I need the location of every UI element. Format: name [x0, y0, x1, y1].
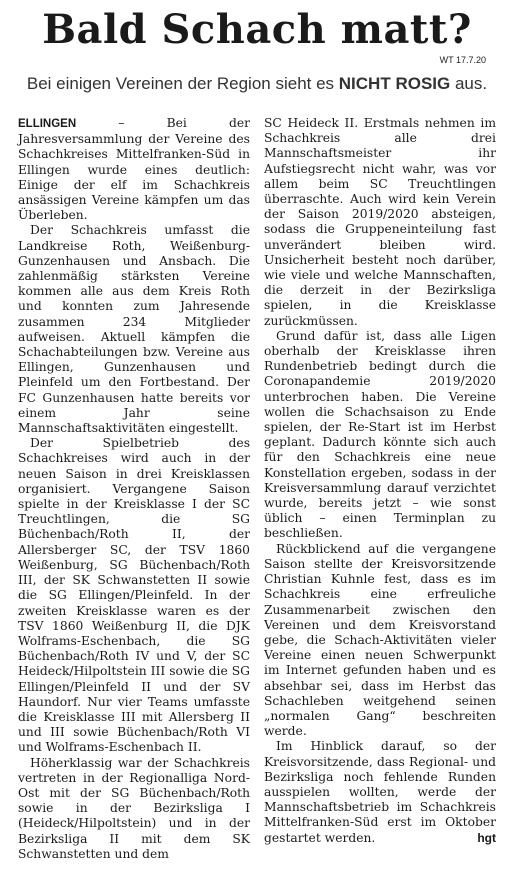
author-initials: hgt	[477, 830, 496, 845]
paragraph-5: SC Heideck II. Erstmals nehmen im Schachkreis alle drei Mannschaftsmeister ihr Aufstiegsrecht nicht wahr, was vor allem beim SC Treuchtlingen überraschte. Auch wird kein Verein der Saison 2019/2020 absteigen, sodass die Gruppeneinteilung fast unverändert bleiben wird. Unsicherheit besteht noch darüber, wie viele und welche Mannschaften, die derzeit in der Bezirksliga spielen, in die Kreisklasse zurückmüssen.	[264, 116, 496, 328]
paragraph-1	[18, 116, 250, 223]
source-date: WT 17.7.20	[439, 55, 486, 65]
paragraph-6: Grund dafür ist, dass alle Ligen oberhalb der Kreisklasse ihren Rundenbetrieb bedingt durch die Coronapandemie 2019/2020 unterbrochen haben. Die Vereine wollen die Schachsaison zu Ende spielen, der Re-Start ist im Herbst geplant. Dadurch könnte sich auch für den Schachkreis eine neue Konstellation ergeben, sodass in der Kreisversammlung darauf verzichtet wurde, bereits jetzt – wie sonst üblich – einen Terminplan zu beschließen.	[264, 328, 496, 541]
paragraph-1-text: – Bei der Jahresversammlung der Vereine des Schachkreises Mittelfranken-Süd in Ellingen wurde eines deutlich: Einige der elf im Schachkreis ansässigen Vereine kämpfen um das Überleben.	[18, 116, 250, 223]
paragraph-4: Höherklassig war der Schachkreis vertreten in der Regionalliga Nord-Ost mit der SG Büchenbach/Roth sowie in der Bezirksliga I (Heideck/Hilpoltstein) und in der Bezirksliga II mit dem SK Schwanstetten und dem	[18, 755, 250, 861]
subhead-emphasis: NICHT ROSIG	[338, 74, 451, 93]
subhead-text-start: Bei einigen Vereinen der Region sieht es	[26, 74, 339, 93]
paragraph-7: Rückblickend auf die vergangene Saison stellte der Kreisvorsitzende Christian Kuhnle fest, dass es im Schachkreis eine erfreuliche Zusammenarbeit zwischen den Vereinen und dem Kreisvorstand gebe, die Schach-Aktivitäten vieler Vereine einen neuen Schwerpunkt im Internet gefunden haben und es absehbar sei, dass im Herbst das Schachleben weitgehend seinen „normalen Gang“ beschreiten werde.	[264, 541, 496, 739]
paragraph-2: Der Schachkreis umfasst die Landkreise Roth, Weißenburg-Gunzenhausen und Ansbach. Die zahlenmäßig stärksten Vereine kommen alle aus dem Kreis Roth und konnten zum Jahresende zusammen 234 Mitglieder aufweisen. Aktuell kämpfen die Schachabteilungen bzw. Vereine aus Ellingen, Gunzenhausen und Pleinfeld um den Fortbestand. Der FC Gunzenhausen hatte bereits vor einem Jahr seine Mannschaftsaktivitäten eingestellt.	[18, 223, 250, 436]
subhead-text-end: aus.	[450, 74, 488, 93]
paragraph-8	[264, 739, 496, 845]
paragraph-3: Der Spielbetrieb des Schachkreises wird auch in der neuen Saison in drei Kreisklassen organisiert. Vergangene Saison spielte in der Kreisklasse I der SC Treuchtlingen, die SG Büchenbach/Roth II, der Allersberger SC, der TSV 1860 Weißenburg, SG Büchenbach/Roth III, der SK Schwanstetten II sowie die SG Ellingen/Pleinfeld. In der zweiten Kreisklasse waren es der TSV 1860 Weißenburg II, die DJK Wolframs-Eschenbach, die SG Büchenbach/Roth IV und V, der SC Heideck/Hilpoltstein III sowie die SG Ellingen/Pleinfeld II und der SV Haundorf. Nur vier Teams umfasste die Kreisklasse III mit Allersberg II und III sowie Büchenbach/Roth VI und Wolframs-Eschenbach II.	[18, 436, 250, 755]
paragraph-8-text: Im Hinblick darauf, so der Kreisvorsitzende, dass Regional- und Bezirksliga noch fehlende Runden ausspielen wollten, werde der Mannschaftsbetrieb im Schachkreis Mittelfranken-Süd erst im Oktober gestartet werden.	[264, 739, 496, 845]
subheadline	[18, 74, 496, 94]
column-right	[264, 116, 496, 862]
article-body	[18, 116, 496, 862]
dateline: ELLINGEN	[18, 118, 77, 130]
column-left	[18, 116, 250, 862]
headline: Bald Schach matt?	[42, 6, 472, 53]
